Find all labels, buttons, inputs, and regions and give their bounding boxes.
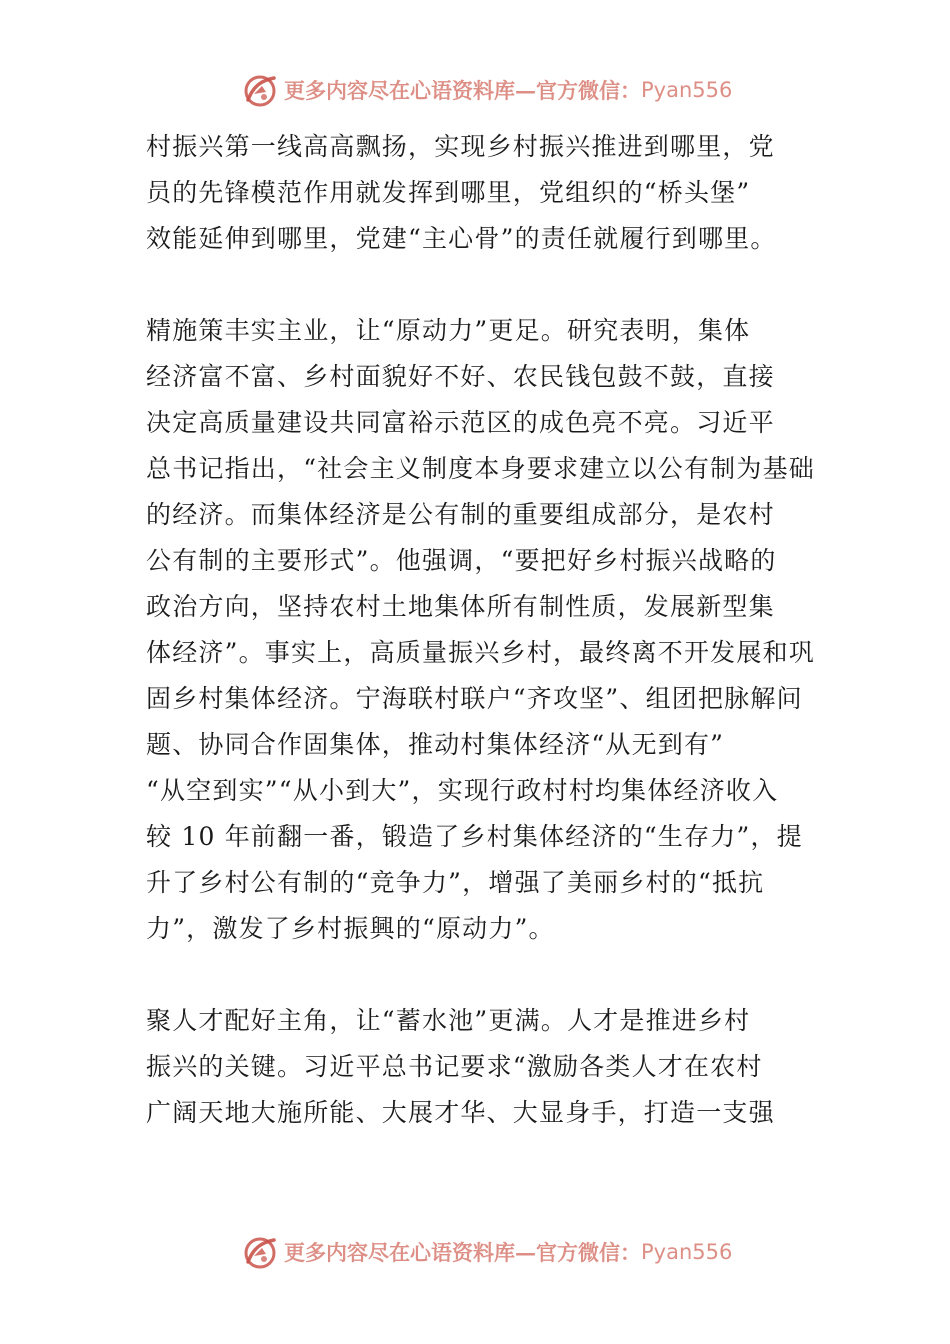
watermark-header [240, 68, 760, 112]
watermark-text: 更多内容尽在心语资料库—官方微信： [284, 1240, 641, 1265]
text-line: “从空到实”“从小到大”，实现行政村村均集体经济收入 [146, 776, 779, 805]
text-line: 政治方向，坚持农村土地集体所有制性质，发展新型集 [146, 592, 775, 621]
watermark-text: 更多内容尽在心语资料库—官方微信： [284, 78, 641, 103]
text-line: 力”，激发了乡村振興的“原动力”。 [146, 914, 555, 943]
text-line: 题、协同合作固集体，推动村集体经济“从无到有” [146, 730, 725, 759]
text-line: 固乡村集体经济。宁海联村联户“齐攻坚”、组团把脉解问 [146, 684, 803, 713]
text-line: 总书记指出，“社会主义制度本身要求建立以公有制为基础 [146, 454, 815, 483]
text-line: 决定高质量建设共同富裕示范区的成色亮不亮。习近平 [146, 408, 775, 437]
paragraph [146, 998, 816, 1136]
text-line: 较 10 年前翻一番，锻造了乡村集体经济的“生存力”，提 [146, 822, 803, 851]
paragraph [146, 308, 816, 952]
brush-seal-icon [240, 70, 280, 110]
text-line: 广阔天地大施所能、大展才华、大显身手，打造一支强 [146, 1098, 775, 1127]
text-line: 升了乡村公有制的“竞争力”，增强了美丽乡村的“抵抗 [146, 868, 765, 897]
watermark-footer [240, 1230, 760, 1274]
brush-seal-icon [240, 1232, 280, 1272]
text-line: 员的先锋模范作用就发挥到哪里，党组织的“桥头堡” [146, 178, 751, 207]
text-line: 精施策丰实主业，让“原动力”更足。研究表明，集体 [146, 316, 751, 345]
paragraph [146, 124, 816, 262]
document-body [146, 124, 816, 1182]
text-line: 体经济”。事实上，高质量振兴乡村，最终离不开发展和巩 [146, 638, 815, 667]
watermark-wechat-id: Pyan556 [641, 1240, 733, 1264]
text-line: 聚人才配好主角，让“蓄水池”更满。人才是推进乡村 [146, 1006, 751, 1035]
text-line: 村振兴第一线高高飘扬，实现乡村振兴推进到哪里，党 [146, 132, 775, 161]
text-line: 经济富不富、乡村面貌好不好、农民钱包鼓不鼓，直接 [146, 362, 775, 391]
watermark-wechat-id: Pyan556 [641, 78, 733, 102]
text-line: 的经济。而集体经济是公有制的重要组成部分，是农村 [146, 500, 775, 529]
text-line: 公有制的主要形式”。他强调，“要把好乡村振兴战略的 [146, 546, 777, 575]
text-line: 效能延伸到哪里，党建“主心骨”的责任就履行到哪里。 [146, 224, 777, 253]
text-line: 振兴的关键。习近平总书记要求“激励各类人才在农村 [146, 1052, 763, 1081]
